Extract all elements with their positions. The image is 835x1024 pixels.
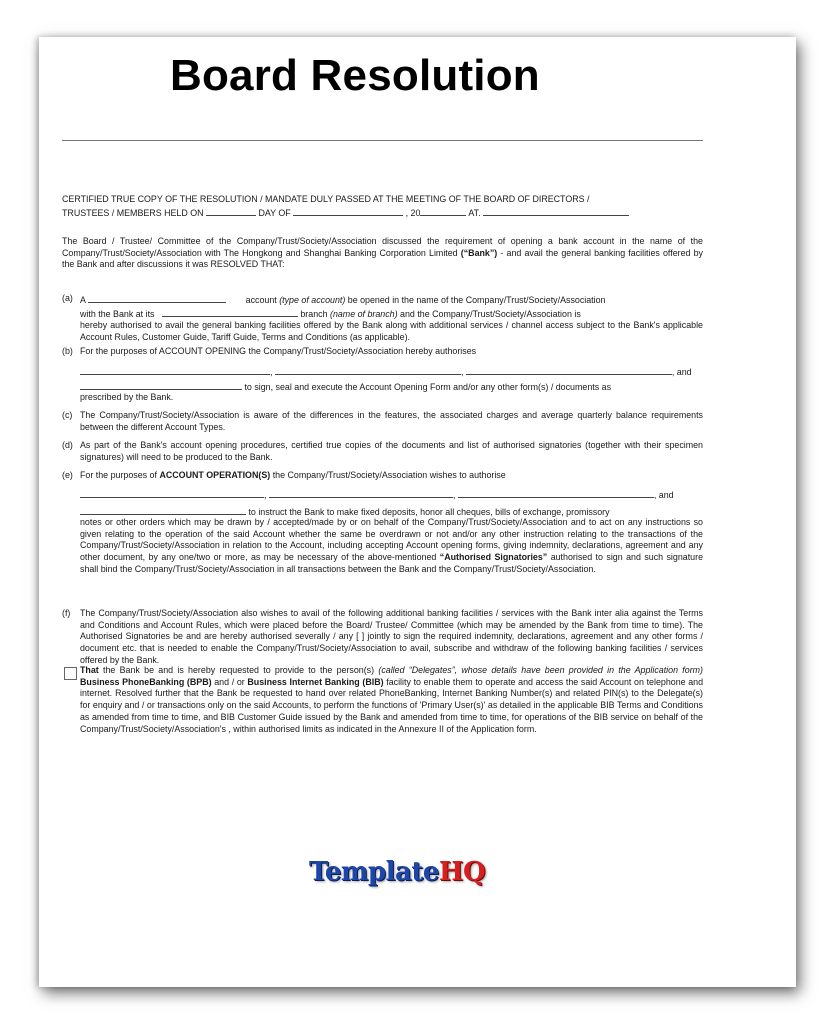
- clause-d-label: (d): [62, 440, 73, 450]
- venue-blank[interactable]: [483, 206, 629, 216]
- clause-e-line-2: to instruct the Bank to make fixed deposits, honor all cheques, bills of exchange, promissory: [80, 505, 703, 519]
- signatory-blank-2[interactable]: [275, 365, 461, 375]
- clause-e-label: (e): [62, 470, 73, 480]
- clause-b-line-3: prescribed by the Bank.: [80, 392, 174, 402]
- month-blank[interactable]: [293, 206, 403, 216]
- clause-b-signatory-blanks: , , , and: [80, 365, 703, 379]
- title-divider: [62, 140, 703, 141]
- intro-paragraph: The Board / Trustee/ Committee of the Company/Trust/Society/Association discussed the requirement of opening a bank account in the name of the Company/Trust/Society/Association with The Hongkong and Shanghai Banking Corporation Limited (“Bank”) - and avail the general banking facilities offered by the Bank and after discussions it was RESOLVED THAT:: [62, 236, 703, 270]
- operator-blank-2[interactable]: [269, 488, 453, 498]
- year-blank[interactable]: [420, 206, 466, 216]
- header-day-of: DAY OF: [258, 208, 291, 218]
- signatory-blank-3[interactable]: [466, 365, 672, 375]
- operator-blank-3[interactable]: [458, 488, 654, 498]
- header-at: AT.: [468, 208, 481, 218]
- signatory-blank-4[interactable]: [80, 380, 242, 390]
- document-title: Board Resolution: [170, 51, 540, 100]
- operator-blank-4[interactable]: [80, 505, 246, 515]
- phonebanking-checkbox[interactable]: [64, 667, 77, 680]
- operator-blank-1[interactable]: [80, 488, 264, 498]
- clause-b-line-2: to sign, seal and execute the Account Opening Form and/or any other form(s) / documents as: [80, 380, 703, 394]
- date-blank[interactable]: [206, 206, 256, 216]
- header-line-2: [62, 206, 703, 220]
- header-held-on: TRUSTEES / MEMBERS HELD ON: [62, 208, 204, 218]
- clause-f-label: (f): [62, 608, 71, 618]
- clause-c-label: (c): [62, 410, 73, 420]
- signatory-blank-1[interactable]: [80, 365, 270, 375]
- bank-defined-term: (“Bank”): [460, 247, 498, 258]
- header-line-1: CERTIFIED TRUE COPY OF THE RESOLUTION / MANDATE DULY PASSED AT THE MEETING OF THE BOARD OF DIRECTORS /: [62, 194, 590, 204]
- clause-e-signatory-blanks: , , , and: [80, 488, 703, 502]
- account-type-blank[interactable]: [88, 293, 226, 303]
- clause-e-body: notes or other orders which may be drawn by / accepted/made by or on behalf of the Company/Trust/Society/Association and to act on any instructions so given relating to the operation of the said Account whether the same be overdrawn or not and/or any other instruction relating to the transactions of the Company/Trust/Society/Association in relation to the Account, including accepting Account opening forms, giving indemnity, declarations, agreement and any other document, by any one/two or more, as may be necessary of the above-mentioned “Authorised Signatories” authorised to sign and such signature shall bind the Company/Trust/Society/Association in all transactions between the Bank and the Company/Trust/Society/Association.: [80, 517, 704, 574]
- header-year: , 20: [405, 208, 421, 218]
- phonebanking-clause: That the Bank be and is hereby requested to provide to the person(s) (called “Delegates”, whose details have been provided in the Application form) Business PhoneBanking (BPB) and / or Business Internet Banking (BIB) facility to enable them to operate and access the said Account on telephone and internet. Resolved further that the Bank be requested to hand over related PhoneBanking, Internet Banking Number(s) and related PIN(s) to the Delegate(s) for enquiry and / or transactions only on the said Accounts, to perform the functions of 'Primary User(s)' as detailed in the applicable BIB Terms and Conditions as amended from time to time, and BIB Customer Guide issued by the Bank and amended from time to time, for operations of the BIB service on behalf of the Company/Trust/Society/Association's , within authorised limits as indicated in the Annexure II of the Application form.: [80, 665, 704, 734]
- clause-a-label: (a): [62, 293, 73, 303]
- clause-b-label: (b): [62, 346, 73, 356]
- branch-blank[interactable]: [162, 307, 298, 317]
- templatehq-logo: TemplateHQ: [309, 857, 486, 887]
